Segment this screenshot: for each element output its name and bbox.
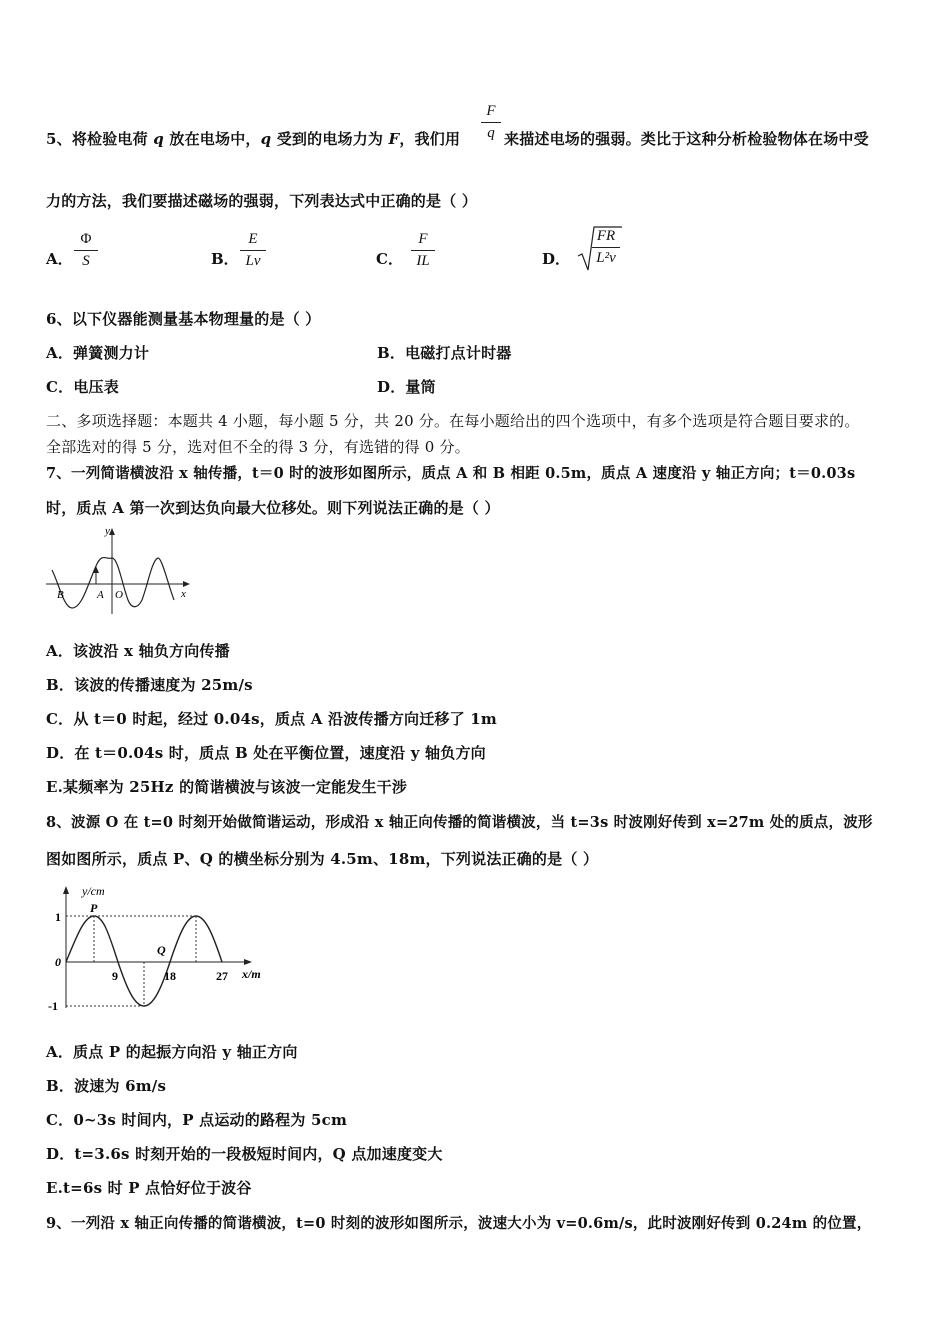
point-Q-label: Q: [157, 943, 166, 957]
q5-line2: 力的方法，我们要描述磁场的强弱，下列表达式中正确的是（ ）: [46, 192, 478, 210]
q5-var-q: q: [153, 130, 164, 148]
q8-line2: 图如图所示，质点 P、Q 的横坐标分别为 4.5m、18m，下列说法正确的是（ ）: [46, 850, 599, 868]
y-tick-0: 0: [55, 955, 61, 969]
q8-option-e: E.t=6s 时 P 点恰好位于波谷: [46, 1179, 252, 1197]
x-axis-label: x/m: [242, 967, 261, 981]
q6-option-a: A．弹簧测力计: [46, 344, 150, 362]
q8-line1: 8、波源 O 在 t=0 时刻开始做简谐运动，形成沿 x 轴正向传播的简谐横波，当 t=3s 时波刚好传到 x=27m 处的质点，波形: [46, 814, 873, 831]
q7-option-e: E.某频率为 25Hz 的简谐横波与该波一定能发生干涉: [46, 778, 408, 796]
y-tick-1: 1: [55, 910, 61, 924]
x-tick-27: 27: [216, 969, 228, 983]
fraction-denominator: Lv: [245, 253, 261, 269]
y-axis-arrow-icon: [109, 528, 115, 535]
q7-option-d: D．在 t＝0.04s 时，质点 B 处在平衡位置，速度沿 y 轴负方向: [46, 744, 486, 762]
point-P-label: P: [90, 901, 98, 915]
section2-heading-line1: 二、多项选择题：本题共 4 小题，每小题 5 分，共 20 分。在每小题给出的四个选项中，有多个选项是符合题目要求的。: [46, 412, 860, 430]
y-axis-arrow-icon: [63, 886, 69, 894]
fraction-numerator: Φ: [80, 231, 92, 247]
fraction-numerator: F: [486, 103, 496, 119]
q7-line2: 时，质点 A 第一次到达负向最大位移处。则下列说法正确的是（ ）: [46, 499, 500, 517]
q5-option-c-fraction: [411, 231, 435, 270]
fraction-denominator: IL: [416, 253, 430, 269]
y-axis-label: y/cm: [82, 884, 105, 898]
x-axis-arrow-icon: [244, 959, 252, 965]
q5-line1: [46, 128, 460, 149]
fraction-numerator: E: [248, 231, 258, 247]
q5-fraction-F-over-q: [481, 103, 501, 142]
q5-option-a-label: A．: [46, 250, 73, 268]
x-axis-label: x: [181, 588, 186, 600]
fraction-denominator: L²v: [596, 250, 616, 266]
point-A-label: A: [97, 589, 104, 601]
q8-option-a: A．质点 P 的起振方向沿 y 轴正方向: [46, 1043, 298, 1061]
q5-option-b-fraction: [240, 231, 266, 270]
q8-wave-figure: [46, 880, 282, 1016]
q6-stem: 6、以下仪器能测量基本物理量的是（ ）: [46, 310, 321, 328]
q7-wave-figure: [44, 522, 194, 618]
point-B-label: B: [57, 589, 64, 601]
q5-option-d-label: D．: [542, 250, 571, 268]
q7-line1: 7、一列简谐横波沿 x 轴传播，t＝0 时的波形如图所示，质点 A 和 B 相距 0.5m，质点 A 速度沿 y 轴正方向；t＝0.03s: [46, 465, 856, 482]
q5-text: ，我们用: [399, 130, 461, 148]
q5-option-a-fraction: [74, 231, 98, 270]
q5-var-q: q: [260, 130, 272, 148]
section2-heading-line2: 全部选对的得 5 分，选对但不全的得 3 分，有选错的得 0 分。: [46, 438, 470, 456]
q5-text: 5、将检验电荷: [46, 130, 154, 148]
q5-option-d-fraction: [592, 228, 620, 267]
q8-option-d: D．t=3.6s 时刻开始的一段极短时间内，Q 点加速度变大: [46, 1145, 443, 1163]
q5-var-F: F: [388, 130, 400, 148]
q6-option-b: B．电磁打点计时器: [377, 344, 512, 362]
q5-option-b-label: B．: [211, 250, 239, 268]
q5-line1-tail: 来描述电场的强弱。类比于这种分析检验物体在场中受: [504, 130, 869, 148]
q6-option-c: C．电压表: [46, 378, 119, 396]
q5-text: 放在电场中，: [163, 130, 261, 148]
y-tick-minus1: -1: [48, 999, 58, 1013]
q6-option-d: D．量筒: [377, 378, 436, 396]
fraction-numerator: FR: [596, 228, 616, 244]
q7-option-c: C．从 t＝0 时起，经过 0.04s，质点 A 沿波传播方向迁移了 1m: [46, 710, 497, 728]
q7-option-a: A．该波沿 x 轴负方向传播: [46, 642, 230, 660]
fraction-denominator: S: [82, 253, 90, 269]
q8-option-b: B．波速为 6m/s: [46, 1077, 167, 1095]
wave-curve: [52, 558, 174, 609]
x-tick-18: 18: [164, 969, 176, 983]
fraction-numerator: F: [418, 231, 428, 247]
x-axis-arrow-icon: [183, 581, 190, 587]
fraction-denominator: q: [487, 125, 495, 141]
q7-option-b: B．该波的传播速度为 25m/s: [46, 676, 253, 694]
q9-line1: 9、一列沿 x 轴正向传播的简谐横波，t=0 时刻的波形如图所示，波速大小为 v=0.6m/s，此时波刚好传到 0.24m 的位置，: [46, 1215, 872, 1232]
q5-option-c-label: C．: [376, 250, 403, 268]
x-tick-9: 9: [112, 969, 118, 983]
q5-text: 受到的电场力为: [271, 130, 389, 148]
wave-curve: [66, 916, 222, 1006]
y-axis-label: y: [105, 525, 110, 537]
q8-option-c: C．0~3s 时间内，P 点运动的路程为 5cm: [46, 1111, 348, 1129]
origin-label: O: [115, 589, 123, 601]
